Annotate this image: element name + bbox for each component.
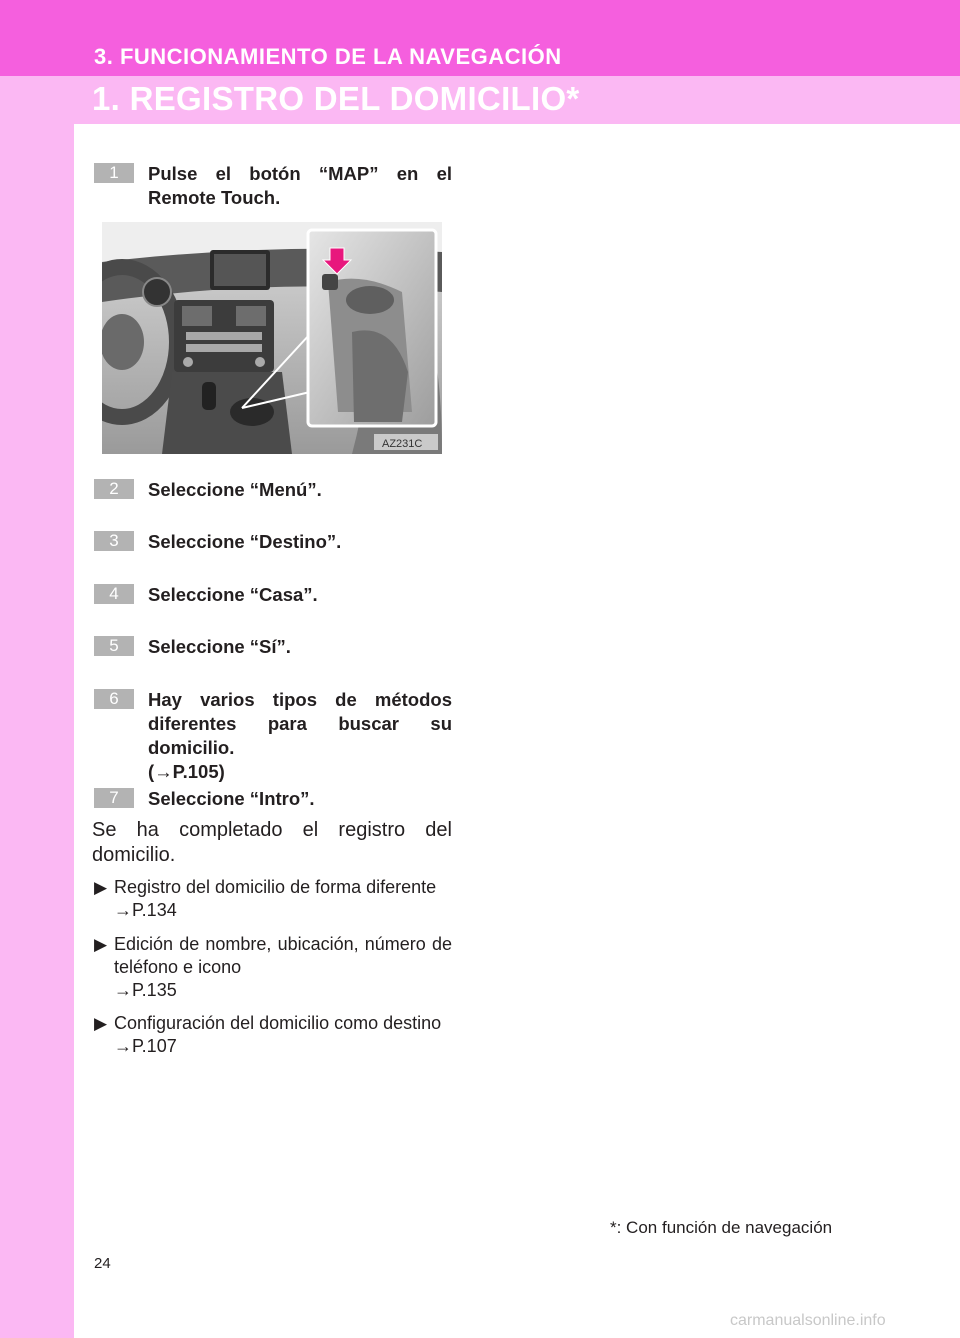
reference-item-3 xyxy=(94,1012,452,1058)
step-text-4: Seleccione “Casa”. xyxy=(148,584,318,605)
step-number-2: 2 xyxy=(94,479,134,499)
reference-page-1[interactable]: →P.134 xyxy=(114,900,177,920)
step-text-7: Seleccione “Intro”. xyxy=(148,788,315,809)
reference-text-3: Configuración del domicilio como destino xyxy=(114,1013,442,1033)
section-label: 3. FUNCIONAMIENTO DE LA NAVEGACIÓN xyxy=(94,44,562,69)
step-text-1: Pulse el botón “MAP” en el Remote Touch. xyxy=(148,163,452,208)
step-6-page-ref[interactable]: (→P.105) xyxy=(148,761,225,782)
page-title: 1. REGISTRO DEL DOMICILIO* xyxy=(92,80,580,117)
step-number-3: 3 xyxy=(94,531,134,551)
reference-text-1: Registro del domicilio de forma diferente xyxy=(114,877,437,897)
step-text-2: Seleccione “Menú”. xyxy=(148,479,322,500)
step-text-3: Seleccione “Destino”. xyxy=(148,531,342,552)
reference-text-2: Edición de nombre, ubicación, número de teléfono e icono xyxy=(114,934,452,977)
dashboard-illustration xyxy=(102,222,442,454)
illustration-code: AZ231C xyxy=(382,438,423,450)
step-number-6: 6 xyxy=(94,689,134,709)
footnote: *: Con función de navegación xyxy=(610,1218,833,1237)
triangle-bullet-icon: ▶ xyxy=(94,878,108,897)
reference-page-2[interactable]: →P.135 xyxy=(114,980,177,1000)
reference-item-1 xyxy=(94,876,452,922)
completion-text: Se ha completado el registro del domicilio. xyxy=(92,819,452,866)
watermark: carmanualsonline.info xyxy=(730,1312,886,1329)
step-text-6 xyxy=(148,688,452,784)
step-number-1: 1 xyxy=(94,163,134,183)
step-number-5: 5 xyxy=(94,636,134,656)
step-text-5: Seleccione “Sí”. xyxy=(148,636,291,657)
triangle-bullet-icon: ▶ xyxy=(94,1014,108,1033)
step-6-body: Hay varios tipos de métodos diferentes para buscar su domicilio. xyxy=(148,689,452,758)
page-number: 24 xyxy=(94,1255,111,1272)
reference-page-3[interactable]: →P.107 xyxy=(114,1036,177,1056)
reference-item-2 xyxy=(94,933,452,1002)
step-number-4: 4 xyxy=(94,584,134,604)
triangle-bullet-icon: ▶ xyxy=(94,935,108,954)
side-strip xyxy=(0,0,74,1338)
step-number-7: 7 xyxy=(94,788,134,808)
